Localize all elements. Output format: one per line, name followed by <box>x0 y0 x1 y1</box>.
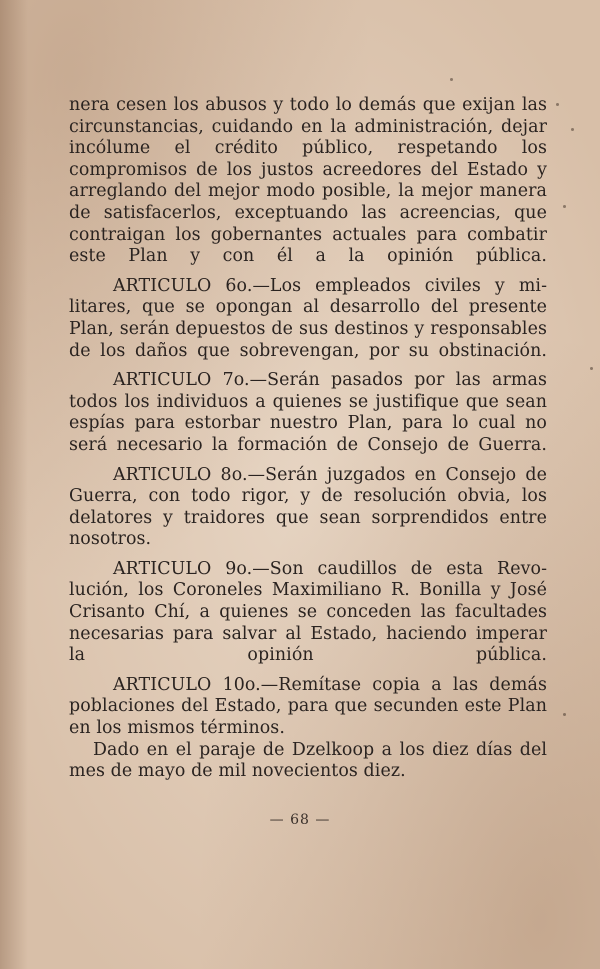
paragraph-continuation: nera cesen los abusos y todo lo demás que exijan las circunstancias, cuidando en la administración, dejar incólume el crédito público, respetando los compromisos de los justos acreedores del Estado y arreglando del mejor modo posible, la mejor manera de satisfacerlos, exceptuando las acreencias, que contraigan los gobernantes actuales para combatir este Plan y con él a la opinión pública. <box>69 95 547 267</box>
paragraph-article-7: ARTICULO 7o.—Serán pasados por las armas todos los individuos a quienes se justifique que sean espías para estorbar nuestro Plan, para lo cual no será necesario la formación de Consejo de Guerra. <box>69 370 547 455</box>
paragraph-article-8: ARTICULO 8o.—Serán juzgados en Consejo de Guerra, con todo rigor, y de resolución obvia, los delatores y traidores que sean sorprendidos entre nosotros. <box>69 464 547 550</box>
paragraph-closing-date: Dado en el paraje de Dzelkoop a los diez días del mes de mayo de mil novecientos diez. <box>69 739 547 782</box>
paper-speck <box>556 103 559 106</box>
paragraph-article-9: ARTICULO 9o.—Son caudillos de esta Revolución, los Coroneles Maximiliano R. Bonilla y José Crisanto Chí, a quienes se conceden las facultades necesarias para salvar al Estado, haciendo imperar la opinión pública. <box>69 558 547 666</box>
paper-speck <box>571 128 574 131</box>
paper-speck <box>590 367 593 370</box>
paper-speck <box>563 205 566 208</box>
paper-speck <box>450 78 453 81</box>
page-number: — 68 — <box>269 812 331 828</box>
paper-speck <box>563 713 566 716</box>
paragraph-article-6: ARTICULO 6o.—Los empleados civiles y militares, que se opongan al desarrollo del presente Plan, serán depuestos de sus destinos y responsables de los daños que sobrevengan, por su obstinación. <box>69 275 547 361</box>
paragraph-article-10: ARTICULO 10o.—Remítase copia a las demás poblaciones del Estado, para que secunden este Plan en los mismos términos. <box>69 674 547 739</box>
body-text <box>69 95 547 783</box>
